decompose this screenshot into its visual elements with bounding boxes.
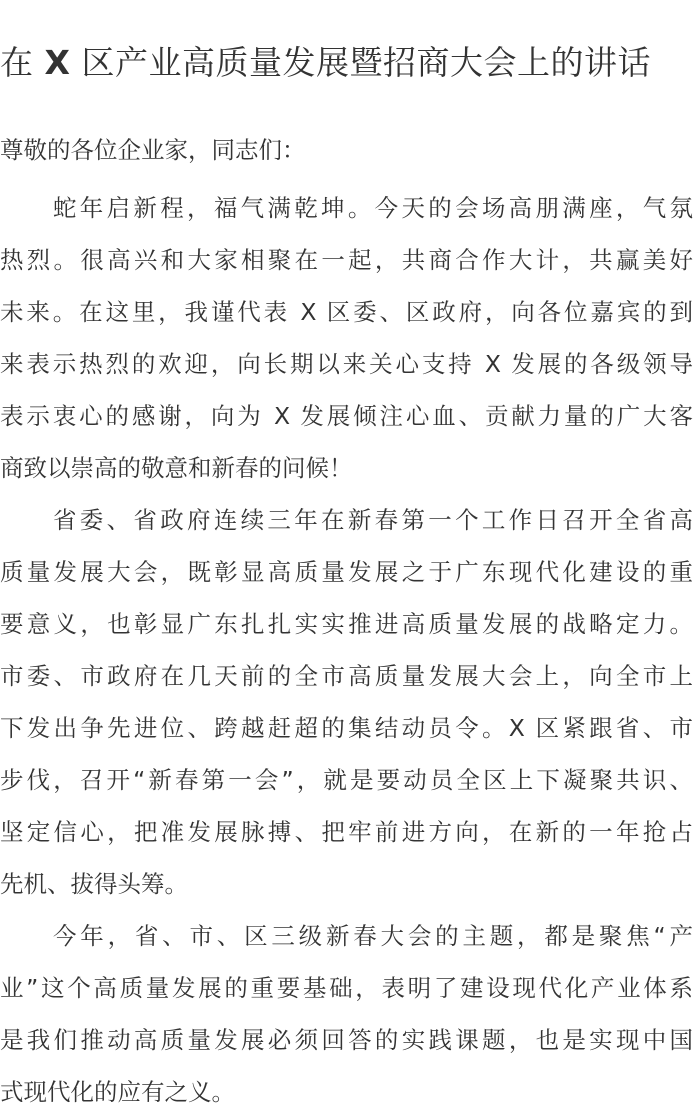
paragraph-line: 坚定信心，把准发展脉搏、把牢前进方向，在新的一年抢占 [0, 818, 693, 846]
paragraph-line: 质量发展大会，既彰显高质量发展之于广东现代化建设的重 [0, 558, 693, 586]
article-body [0, 130, 693, 1118]
paragraph-line: 来表示热烈的欢迎，向长期以来关心支持 X 发展的各级领导 [0, 350, 693, 378]
paragraph-line: 步伐，召开“新春第一会”，就是要动员全区上下凝聚共识、 [0, 766, 693, 794]
paragraph-2 [0, 494, 693, 910]
title-suffix: 区产业高质量发展暨招商大会上的讲话 [70, 43, 651, 82]
paragraph-line: 今年，省、市、区三级新春大会的主题，都是聚焦“产 [53, 922, 693, 950]
salutation: 尊敬的各位企业家，同志们： [0, 136, 306, 164]
paragraph-line: 式现代化的应有之义。 [0, 1078, 235, 1106]
paragraph-line: 下发出争先进位、跨越赶超的集结动员令。X 区紧跟省、市 [0, 714, 693, 742]
paragraph-1 [0, 182, 693, 494]
page-title [0, 0, 693, 86]
paragraph-line: 热烈。很高兴和大家相聚在一起，共商合作大计，共赢美好 [0, 246, 693, 274]
paragraph-line: 省委、省政府连续三年在新春第一个工作日召开全省高 [53, 506, 693, 534]
paragraph-3 [0, 910, 693, 1118]
title-prefix: 在 [0, 43, 45, 82]
paragraph-line: 先机、拔得头筹。 [0, 870, 188, 898]
title-x: X [44, 43, 71, 82]
paragraph-line: 商致以崇高的敬意和新春的问候！ [0, 454, 353, 482]
paragraph-line: 市委、市政府在几天前的全市高质量发展大会上，向全市上 [0, 662, 693, 690]
paragraph-line: 业”这个高质量发展的重要基础，表明了建设现代化产业体系 [0, 974, 693, 1002]
paragraph-line: 是我们推动高质量发展必须回答的实践课题，也是实现中国 [0, 1026, 693, 1054]
paragraph-line: 蛇年启新程，福气满乾坤。今天的会场高朋满座，气氛 [53, 194, 693, 222]
paragraph-line: 要意义，也彰显广东扎扎实实推进高质量发展的战略定力。 [0, 610, 693, 638]
paragraph-line: 未来。在这里，我谨代表 X 区委、区政府，向各位嘉宾的到 [0, 298, 693, 326]
paragraph-line: 表示衷心的感谢，向为 X 发展倾注心血、贡献力量的广大客 [0, 402, 693, 430]
